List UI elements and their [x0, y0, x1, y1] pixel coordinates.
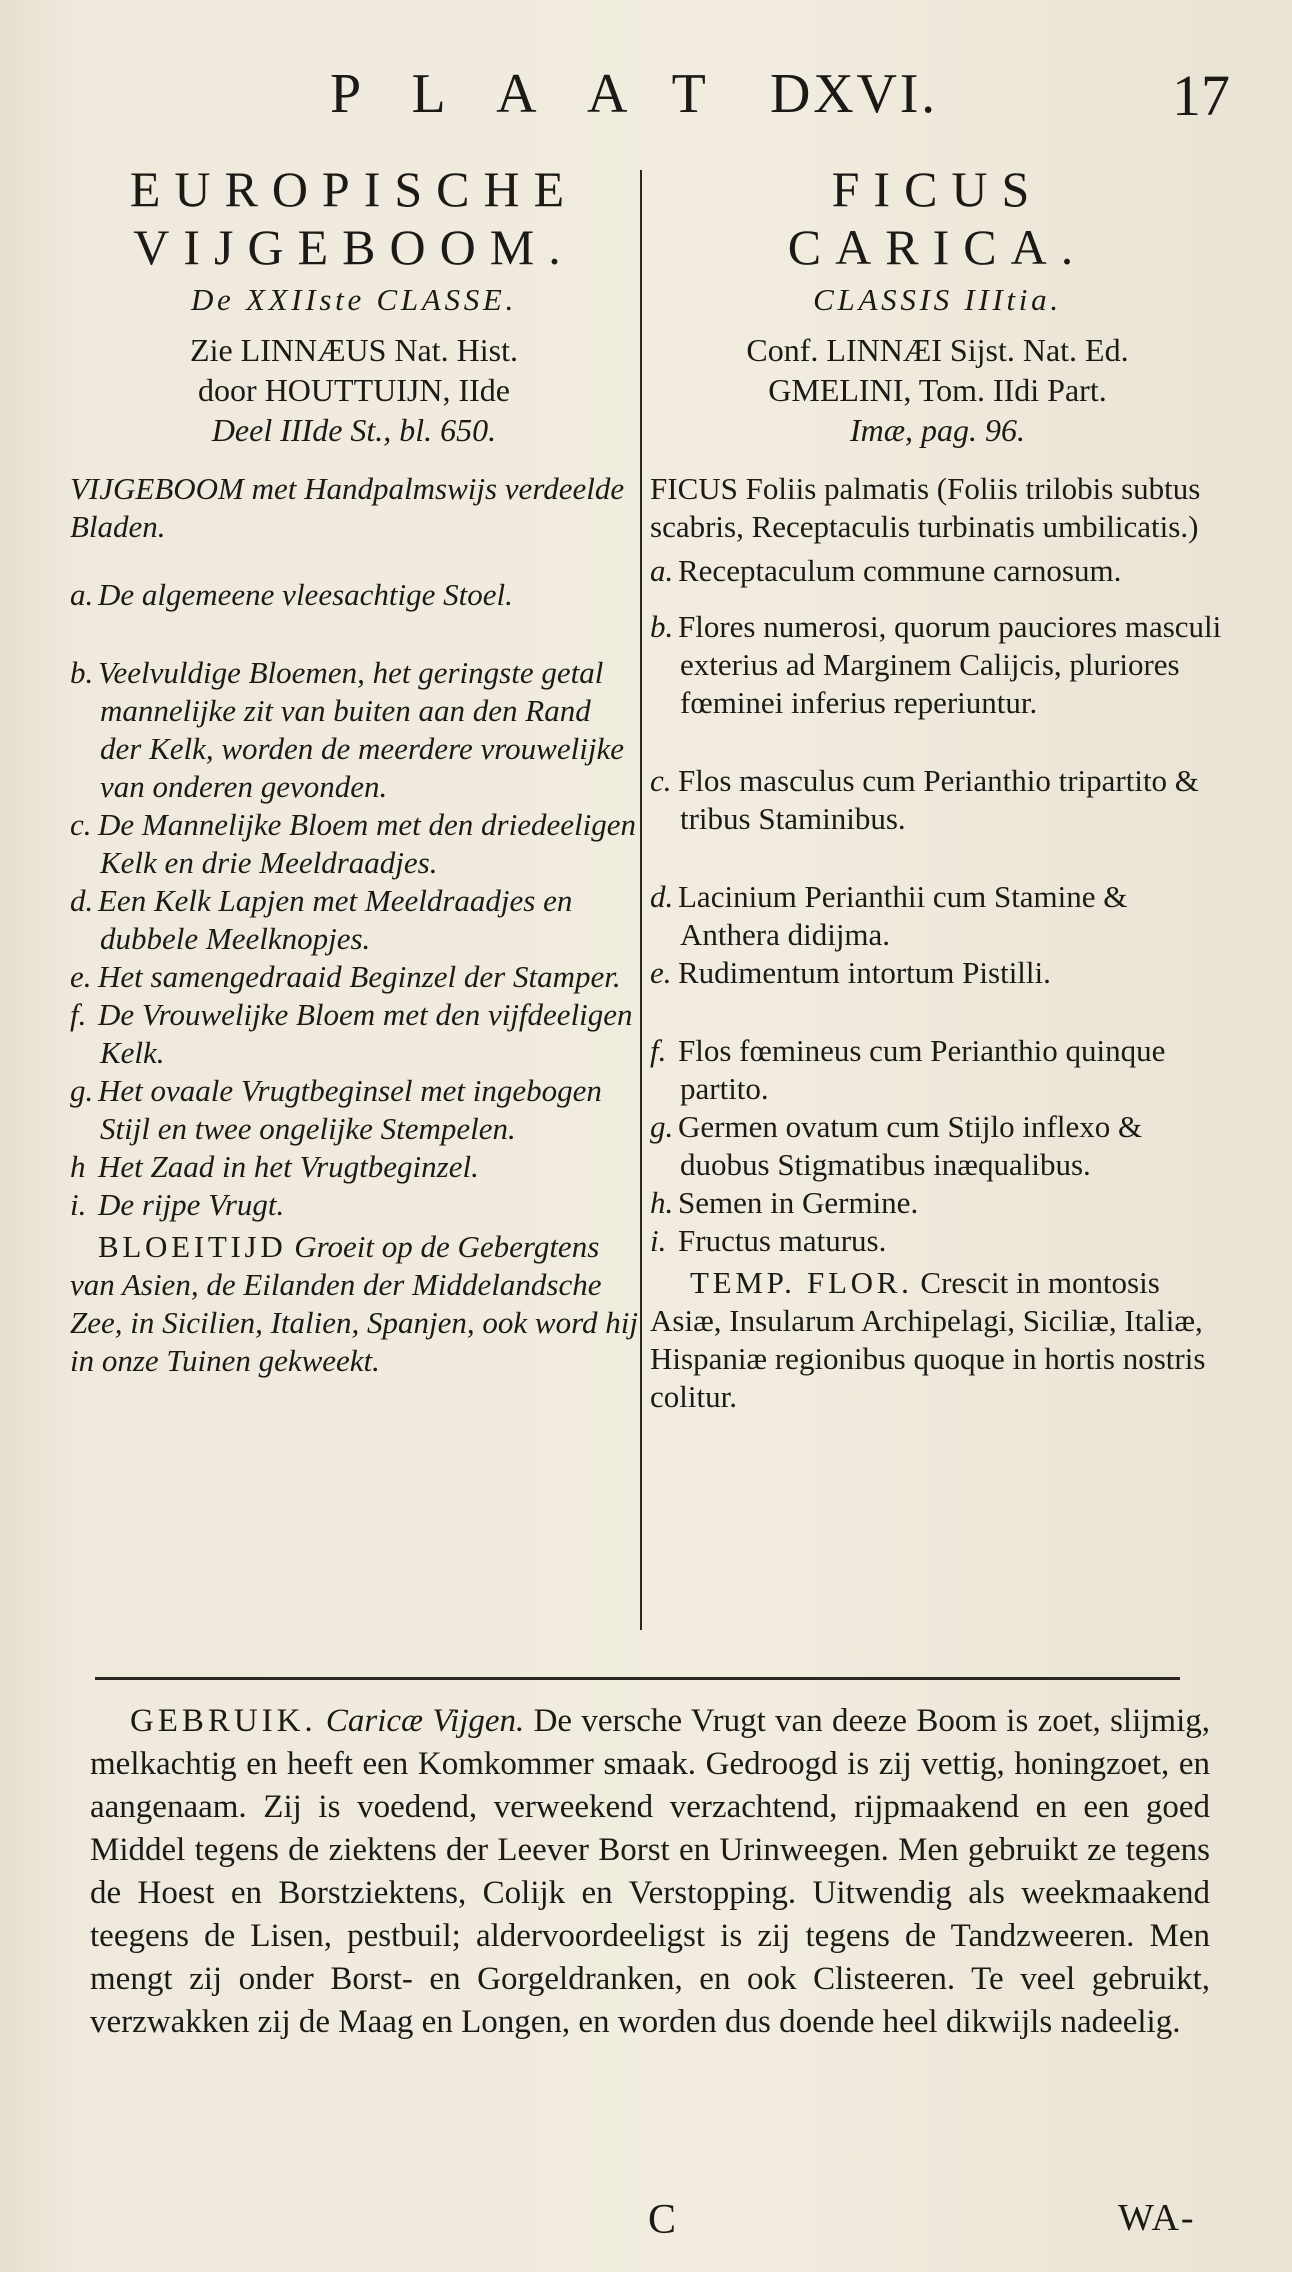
latin-ref-line3: Imæ, pag. 96. [849, 412, 1026, 448]
dutch-reference [70, 330, 638, 450]
latin-item-b-label: b. [650, 609, 674, 644]
dutch-item-f [70, 996, 638, 1072]
dutch-item-i-text: De rijpe Vrugt. [98, 1187, 285, 1222]
latin-item-e-label: e. [650, 955, 672, 990]
dutch-item-g-text: Het ovaale Vrugtbeginsel met ingebogen Stijl en twee ongelijke Stempelen. [98, 1073, 602, 1146]
latin-intro: FICUS Foliis palmatis (Foliis trilobis subtus scabris, Receptaculis turbinatis umbilicatis.) [650, 471, 1201, 544]
temp-flor-text: Crescit in montosis Asiæ, Insularum Archipelagi, Siciliæ, Italiæ, Hispaniæ regionibus quoque in hortis nostris colitur. [650, 1265, 1206, 1414]
dutch-item-e-label: e. [70, 959, 92, 994]
temp-flor-label: TEMP. FLOR. [690, 1265, 913, 1300]
dutch-item-c-label: c. [70, 807, 92, 842]
dutch-item-h-text: Het Zaad in het Vrugtbeginzel. [98, 1149, 479, 1184]
usage-text: De versche Vrugt van deeze Boom is zoet, slijmig, melkachtig en heeft een Komkommer smaak. Gedroogd is zij vettig, honingzoet, en aangenaam. Zij is voedend, verweekend verzachtend, rijpmaakend en een goed Middel tegens de ziektens der Leever Borst en Urinweegen. Men gebruikt ze tegens de Hoest en Borstziektens, Colijk en Verstopping. Uitwendig als weekmaakend teegens de Lisen, pestbuil; aldervoordeeligst is zij tegens de Tandzweeren. Men mengt zij onder Borst- en Gorgeldranken, en ook Clisteeren. Te veel gebruikt, verzwakken zij de Maag en Longen, en worden dus doende heel dikwijls nadeelig. [90, 1703, 1211, 2040]
latin-item-b [650, 608, 1225, 722]
latin-item-i-text: Fructus maturus. [678, 1223, 887, 1258]
usage-paragraph [90, 1700, 1210, 2044]
catchword: WA- [1118, 2197, 1196, 2239]
latin-item-g-text: Germen ovatum cum Stijlo inflexo & duobus Stigmatibus inæqualibus. [678, 1109, 1143, 1182]
dutch-item-a [70, 576, 638, 614]
latin-item-a-text: Receptaculum commune carnosum. [678, 553, 1122, 588]
latin-item-e [650, 954, 1225, 992]
latin-item-d-label: d. [650, 879, 674, 914]
dutch-bloeitijd [70, 1228, 638, 1380]
latin-item-g [650, 1108, 1225, 1184]
dutch-item-a-text: De algemeene vleesachtige Stoel. [98, 577, 513, 612]
latin-item-h [650, 1184, 1225, 1222]
dutch-item-d-text: Een Kelk Lapjen met Meeldraadjes en dubbele Meelknopjes. [98, 883, 573, 956]
latin-temp-flor [650, 1264, 1225, 1416]
dutch-ref-line2: door HOUTTUIJN, IIde [198, 372, 510, 408]
latin-item-c [650, 762, 1225, 838]
dutch-column [70, 160, 638, 1380]
latin-item-a-label: a. [650, 553, 674, 588]
dutch-item-e-text: Het samengedraaid Beginzel der Stamper. [98, 959, 621, 994]
dutch-item-h-label: h [70, 1149, 86, 1184]
dutch-item-b-text: Veelvuldige Bloemen, het geringste getal mannelijke zit van buiten aan den Rand der Kelk, worden de meerdere vrouwelijke van onderen gevonden. [98, 655, 624, 804]
bloeitijd-text: Groeit op de Gebergtens van Asien, de Eilanden der Middelandsche Zee, in Sicilien, Italien, Spanjen, ook word hij in onze Tuinen gekweekt. [70, 1229, 638, 1378]
latin-ref-line2: GMELINI, Tom. IIdi Part. [768, 372, 1107, 408]
latin-item-c-label: c. [650, 763, 672, 798]
latin-item-i [650, 1222, 1225, 1260]
dutch-intro: VIJGEBOOM met Handpalmswijs verdeelde Bladen. [70, 471, 625, 544]
page-header [0, 62, 1292, 132]
latin-item-c-text: Flos masculus cum Perianthio tripartito & tribus Staminibus. [678, 763, 1199, 836]
dutch-item-g [70, 1072, 638, 1148]
dutch-item-e [70, 958, 638, 996]
latin-classis: CLASSIS IIItia. [813, 282, 1062, 317]
dutch-title-line1: EUROPISCHE [129, 161, 579, 217]
latin-reference [650, 330, 1225, 450]
plate-title: PLAAT [330, 63, 757, 125]
bloeitijd-label: BLOEITIJD [98, 1229, 287, 1264]
dutch-item-i-label: i. [70, 1187, 87, 1222]
dutch-item-f-label: f. [70, 997, 87, 1032]
dutch-ref-line3: Deel IIIde St., bl. 650. [211, 412, 497, 448]
latin-item-f [650, 1032, 1225, 1108]
column-divider [640, 170, 642, 1630]
dutch-item-i [70, 1186, 638, 1224]
dutch-item-c-text: De Mannelijke Bloem met den driedeeligen Kelk en drie Meeldraadjes. [98, 807, 636, 880]
latin-item-g-label: g. [650, 1109, 674, 1144]
latin-item-d-text: Lacinium Perianthii cum Stamine & Anthera didijma. [678, 879, 1128, 952]
page-number: 17 [1172, 63, 1230, 128]
latin-item-i-label: i. [650, 1223, 667, 1258]
dutch-item-h [70, 1148, 638, 1186]
latin-item-d [650, 878, 1225, 954]
dutch-item-f-text: De Vrouwelijke Bloem met den vijfdeeligen Kelk. [98, 997, 633, 1070]
latin-ref-line1: Conf. LINNÆI Sijst. Nat. Ed. [746, 332, 1129, 368]
plate-number: DXVI. [770, 63, 938, 125]
dutch-item-d [70, 882, 638, 958]
dutch-classe: De XXIIste CLASSE. [190, 282, 518, 317]
dutch-item-d-label: d. [70, 883, 94, 918]
latin-item-h-text: Semen in Germine. [678, 1185, 919, 1220]
usage-label: GEBRUIK. [130, 1703, 317, 1739]
dutch-item-c [70, 806, 638, 882]
dutch-item-b [70, 654, 638, 806]
latin-item-f-label: f. [650, 1033, 667, 1068]
latin-title-line2: CARICA. [787, 219, 1088, 275]
section-rule [95, 1677, 1180, 1680]
latin-title-line1: FICUS [831, 161, 1044, 217]
latin-column [650, 160, 1225, 1416]
dutch-item-a-label: a. [70, 577, 94, 612]
dutch-item-g-label: g. [70, 1073, 94, 1108]
signature-mark: C [648, 2197, 677, 2243]
latin-item-a [650, 552, 1225, 590]
dutch-item-b-label: b. [70, 655, 94, 690]
latin-item-b-text: Flores numerosi, quorum pauciores masculi exterius ad Marginem Calijcis, pluriores fœminei inferius reperiuntur. [678, 609, 1222, 720]
latin-item-e-text: Rudimentum intortum Pistilli. [678, 955, 1051, 990]
usage-term: Caricæ Vijgen. [325, 1703, 525, 1739]
dutch-ref-line1: Zie LINNÆUS Nat. Hist. [190, 332, 518, 368]
latin-item-f-text: Flos fœmineus cum Perianthio quinque partito. [678, 1033, 1166, 1106]
dutch-title-line2: VIJGEBOOM. [133, 219, 575, 275]
latin-item-h-label: h. [650, 1185, 674, 1220]
